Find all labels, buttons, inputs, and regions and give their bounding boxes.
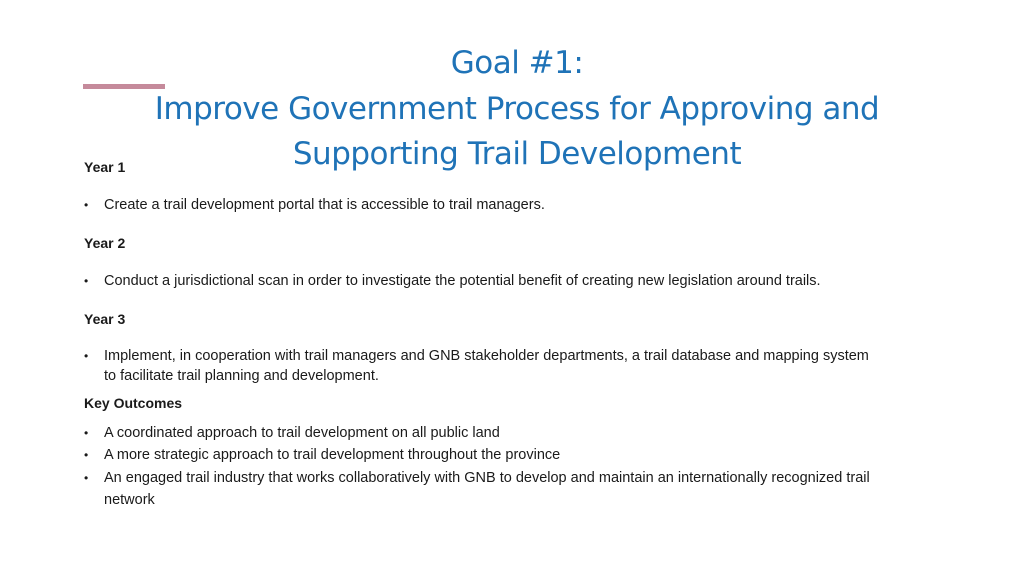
section-heading-year-2: Year 2 [84, 235, 126, 251]
bullet-icon: • [84, 198, 89, 212]
bullet-icon: • [84, 471, 89, 485]
bullet-icon: • [84, 448, 89, 462]
list-item [84, 445, 964, 465]
list-item-text: Implement, in cooperation with trail managers and GNB stakeholder departments, a trail database and mapping system to facilitate trail planning and development. [104, 348, 869, 384]
bullet-icon: • [84, 349, 89, 363]
slide-title-line-3: Supporting Trail Development [292, 136, 742, 172]
list-item-text: Create a trail development portal that is accessible to trail managers. [104, 197, 545, 213]
section-heading-key-outcomes: Key Outcomes [84, 395, 183, 411]
slide-title-line-2: Improve Government Process for Approving and [154, 91, 880, 127]
bullet-icon: • [84, 426, 89, 440]
list-item [84, 271, 964, 291]
section-heading-year-1: Year 1 [84, 159, 126, 175]
list-item [84, 423, 964, 443]
list-item-text: Conduct a jurisdictional scan in order to investigate the potential benefit of creating new legislation around trails. [104, 273, 821, 289]
list-item-text: A more strategic approach to trail development throughout the province [104, 447, 561, 463]
section-heading-year-3: Year 3 [84, 311, 126, 327]
list-item-text: An engaged trail industry that works collaboratively with GNB to develop and maintain an internationally recognized trail network [104, 470, 870, 508]
list-item [84, 195, 964, 215]
list-item [84, 346, 884, 386]
list-item [84, 467, 894, 511]
bullet-icon: • [84, 274, 89, 288]
list-item-text: A coordinated approach to trail development on all public land [104, 425, 500, 441]
slide-title-line-1: Goal #1: [450, 45, 584, 81]
